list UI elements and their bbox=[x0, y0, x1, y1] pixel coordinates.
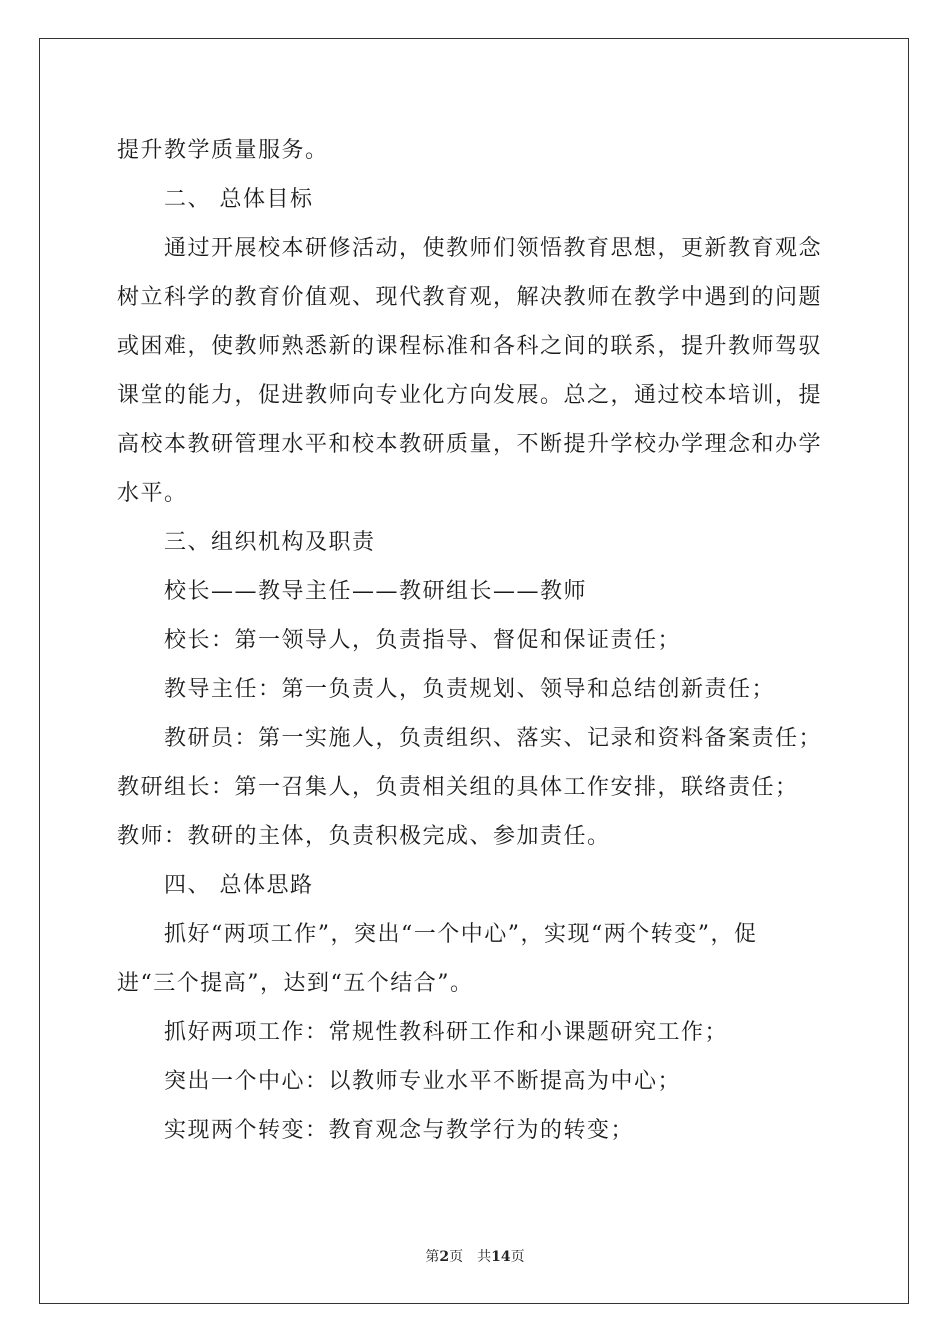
text-line: 抓好“两项工作”，突出“一个中心”，实现“两个转变”，促 bbox=[164, 922, 758, 947]
footer-total-pages: 14 bbox=[491, 1249, 511, 1265]
text-line: 树立科学的教育价值观、现代教育观，解决教师在教学中遇到的问题 bbox=[117, 285, 823, 310]
page-footer bbox=[0, 1246, 950, 1266]
text-line: 抓好两项工作：常规性教科研工作和小课题研究工作； bbox=[164, 1020, 729, 1045]
text-line: 教导主任：第一负责人，负责规划、领导和总结创新责任； bbox=[164, 677, 776, 702]
text-line: 高校本教研管理水平和校本教研质量，不断提升学校办学理念和办学 bbox=[117, 432, 823, 457]
text-line: 突出一个中心：以教师专业水平不断提高为中心； bbox=[164, 1069, 682, 1094]
footer-page-unit: 页 bbox=[449, 1249, 464, 1265]
text-line: 实现两个转变：教育观念与教学行为的转变； bbox=[164, 1118, 635, 1143]
text-line: 课堂的能力，促进教师向专业化方向发展。总之，通过校本培训，提 bbox=[117, 383, 823, 408]
text-line: 水平。 bbox=[117, 481, 188, 506]
section-heading: 四、 总体思路 bbox=[164, 873, 314, 898]
footer-page-number: 2 bbox=[439, 1249, 450, 1265]
text-line: 教研员：第一实施人，负责组织、落实、记录和资料备案责任； bbox=[164, 726, 823, 751]
footer-total-unit: 页 bbox=[510, 1249, 525, 1265]
text-line: 通过开展校本研修活动，使教师们领悟教育思想，更新教育观念 bbox=[164, 236, 823, 261]
section-heading: 三、组织机构及职责 bbox=[164, 530, 376, 555]
section-heading: 二、 总体目标 bbox=[164, 187, 314, 212]
document-body bbox=[117, 126, 833, 1155]
text-line: 教研组长：第一召集人，负责相关组的具体工作安排，联络责任； bbox=[117, 775, 799, 800]
text-line: 进“三个提高”，达到“五个结合”。 bbox=[117, 971, 474, 996]
footer-total-prefix: 共 bbox=[477, 1249, 492, 1265]
footer-page-prefix: 第 bbox=[425, 1249, 440, 1265]
text-line: 校长——教导主任——教研组长——教师 bbox=[164, 579, 588, 604]
text-line: 提升教学质量服务。 bbox=[117, 138, 329, 163]
text-line: 教师：教研的主体，负责积极完成、参加责任。 bbox=[117, 824, 611, 849]
text-line: 校长：第一领导人，负责指导、督促和保证责任； bbox=[164, 628, 682, 653]
text-line: 或困难，使教师熟悉新的课程标准和各科之间的联系，提升教师驾驭 bbox=[117, 334, 823, 359]
